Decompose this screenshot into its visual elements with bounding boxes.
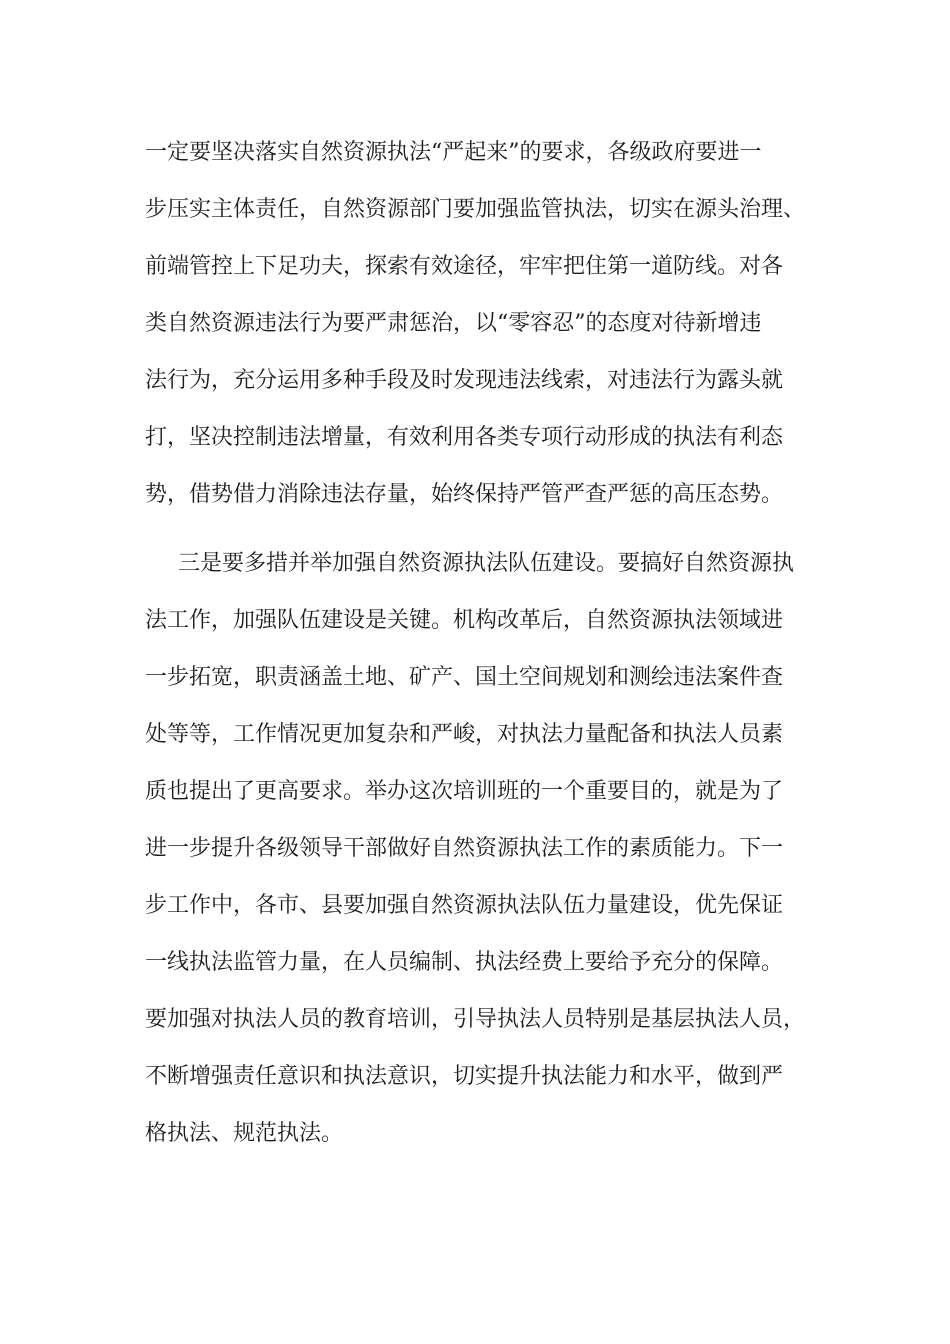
paragraph-line: 打，坚决控制违法增量，有效利用各类专项行动形成的执法有利态: [145, 425, 784, 450]
paragraph-line: 要加强对执法人员的教育培训，引导执法人员特别是基层执法人员，: [145, 1007, 806, 1032]
paragraph-line: 法行为，充分运用多种手段及时发现违法线索，对违法行为露头就: [145, 368, 784, 393]
paragraph-line: 类自然资源违法行为要严肃惩治，以“零容忍”的态度对待新增违: [145, 311, 762, 336]
paragraph-line: 处等等，工作情况更加复杂和严峻，对执法力量配备和执法人员素: [145, 722, 784, 747]
paragraph-line: 不断增强责任意识和执法意识，切实提升执法能力和水平，做到严: [145, 1064, 784, 1089]
paragraph-line: 步压实主体责任，自然资源部门要加强监管执法，切实在源头治理、: [145, 197, 806, 222]
paragraph-line: 一定要坚决落实自然资源执法“严起来”的要求，各级政府要进一: [145, 140, 762, 165]
paragraph-line: 一步拓宽，职责涵盖土地、矿产、国土空间规划和测绘违法案件查: [145, 665, 784, 690]
paragraph-line: 前端管控上下足功夫，探索有效途径，牢牢把住第一道防线。对各: [145, 254, 784, 279]
paragraph-line: 一线执法监管力量，在人员编制、执法经费上要给予充分的保障。: [145, 950, 784, 975]
paragraph-line: 格执法、规范执法。: [145, 1121, 344, 1146]
paragraph-line: 势，借势借力消除违法存量，始终保持严管严查严惩的高压态势。: [145, 482, 784, 507]
paragraph-line: 法工作，加强队伍建设是关键。机构改革后，自然资源执法领域进: [145, 608, 784, 633]
paragraph-line: 步工作中，各市、县要加强自然资源执法队伍力量建设，优先保证: [145, 893, 784, 918]
paragraph-line: 质也提出了更高要求。举办这次培训班的一个重要目的，就是为了: [145, 779, 784, 804]
paragraph-line: 进一步提升各级领导干部做好自然资源执法工作的素质能力。下一: [145, 836, 784, 861]
paragraph-line: 三是要多措并举加强自然资源执法队伍建设。要搞好自然资源执: [178, 551, 795, 576]
